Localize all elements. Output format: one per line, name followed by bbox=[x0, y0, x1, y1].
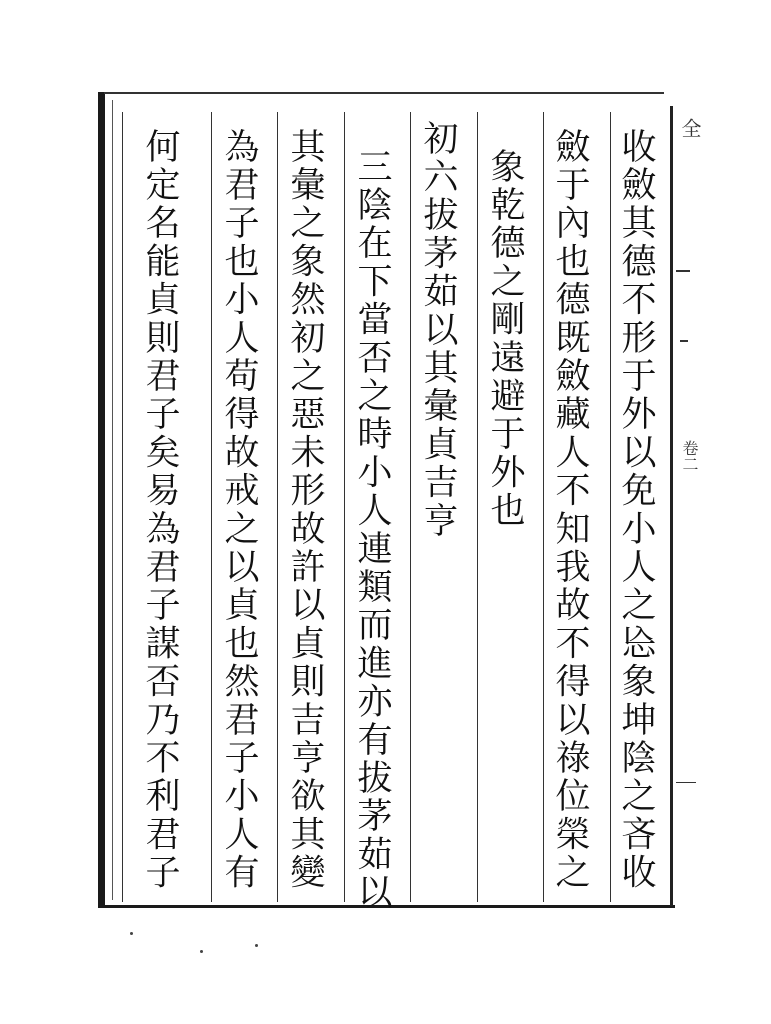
fold-tick bbox=[680, 340, 688, 342]
fold-tick bbox=[676, 270, 690, 272]
text-column-6: 其彙之象然初之惡未形故許以貞則吉亨欲其變 bbox=[285, 128, 325, 892]
text-column-1: 收斂其德不形于外以免小人之㤀象坤陰之吝收 bbox=[616, 128, 656, 892]
ink-speck bbox=[255, 944, 258, 947]
column-rule bbox=[410, 112, 411, 902]
text-column-7: 為君子也小人苟得故戒之以貞也然君子小人有 bbox=[219, 128, 259, 892]
frame-top-rule bbox=[104, 92, 664, 94]
fold-tick bbox=[676, 782, 696, 783]
frame-inner-rule bbox=[112, 100, 113, 900]
column-rule bbox=[344, 112, 345, 902]
column-rule bbox=[122, 112, 123, 902]
ink-speck bbox=[130, 932, 133, 935]
text-column-8: 何定名能貞則君子矣易為君子謀否乃不利君子 bbox=[140, 128, 180, 892]
frame-right-rule bbox=[670, 106, 673, 906]
margin-fold-mark: 卷二 bbox=[680, 440, 699, 472]
column-rule bbox=[543, 112, 544, 902]
ink-speck bbox=[200, 950, 203, 953]
text-column-5: 三陰在下當否之時小人連類而進亦有拔茅茹以 bbox=[352, 148, 392, 912]
text-column-2: 斂于內也德既斂藏人不知我故不得以祿位榮之 bbox=[550, 128, 590, 892]
text-column-4: 初六拔茅茹以其彙貞吉亨 bbox=[418, 120, 458, 541]
column-rule bbox=[610, 112, 611, 902]
column-rule bbox=[277, 112, 278, 902]
column-rule bbox=[477, 112, 478, 902]
column-rule bbox=[211, 112, 212, 902]
text-column-3: 象乾德之剛遠避于外也 bbox=[485, 148, 525, 530]
margin-top-mark: 全 bbox=[678, 118, 702, 138]
